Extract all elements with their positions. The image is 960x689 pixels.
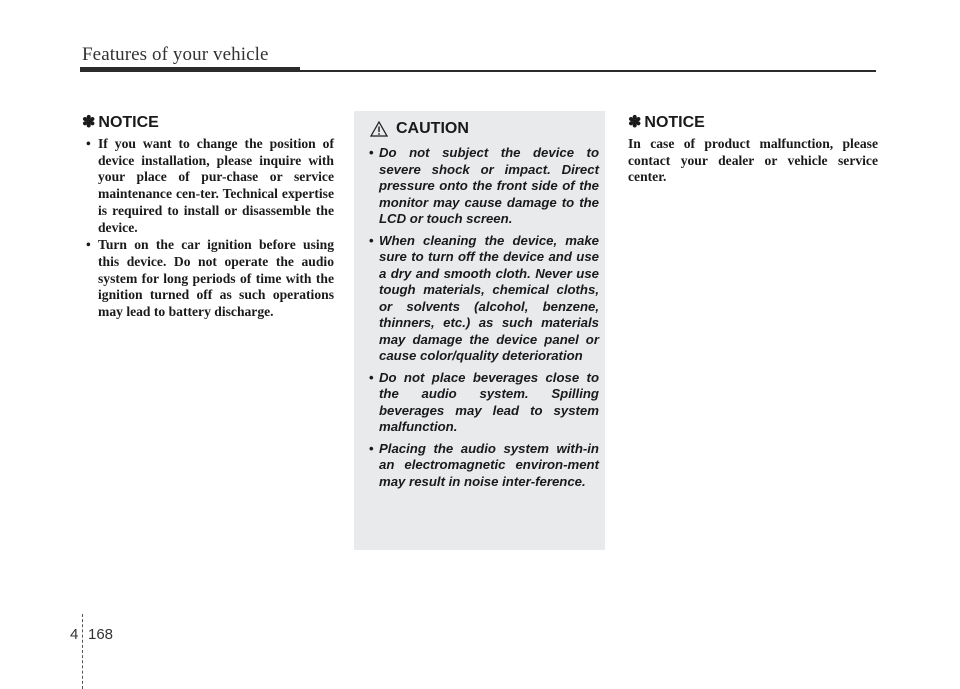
- list-item: • If you want to change the position of device installation, please inquire with your place of pur-chase or service maintenance cen-ter. Technical expertise is required to install or disassemble the device.: [86, 136, 334, 235]
- notice-heading-text: NOTICE: [98, 114, 159, 131]
- notice-mark-icon: ✽: [628, 114, 642, 131]
- header-rule-thin: [300, 70, 876, 72]
- notice-text-right: In case of product malfunction, please contact your dealer or vehicle service center.: [628, 136, 878, 185]
- notice-heading-left: [82, 112, 159, 132]
- footer-divider: [82, 614, 83, 689]
- page-header-title: Features of your vehicle: [82, 44, 269, 65]
- caution-box: [354, 111, 605, 550]
- caution-item-text: Do not subject the device to severe shock or impact. Direct pressure onto the front side of the monitor may cause damage to the LCD or touch screen.: [379, 145, 599, 226]
- notice-item-text: If you want to change the position of device installation, please inquire with your place of pur-chase or service maintenance cen-ter. Technical expertise is required to install or disassemble the device.: [98, 136, 334, 235]
- page-number: 168: [88, 626, 114, 643]
- caution-list: [366, 145, 599, 495]
- list-item: • Turn on the car ignition before using this device. Do not operate the audio system for long periods of time with the ignition turned off as such operations may lead to battery discharge.: [86, 237, 334, 320]
- caution-heading-text: CAUTION: [396, 120, 469, 137]
- notice-heading-right: [628, 112, 705, 132]
- notice-heading-text: NOTICE: [644, 114, 705, 131]
- list-item: • Do not place beverages close to the audio system. Spilling beverages may lead to system malfunction.: [369, 369, 599, 434]
- chapter-number: 4: [70, 626, 79, 643]
- list-item: • Do not subject the device to severe shock or impact. Direct pressure onto the front side of the monitor may cause damage to the LCD or touch screen.: [369, 145, 599, 226]
- warning-triangle-icon: [370, 121, 388, 137]
- list-item: • When cleaning the device, make sure to turn off the device and use a dry and smooth cloth. Never use tough materials, chemical cloths, or solvents (alcohol, benzene, thinners, etc.) as such materials may damage the device panel or cause color/quality deterioration: [369, 232, 599, 363]
- caution-item-text: Placing the audio system with-in an electromagnetic environ-ment may result in noise inter-ference.: [379, 440, 599, 489]
- list-item: • Placing the audio system with-in an electromagnetic environ-ment may result in noise inter-ference.: [369, 440, 599, 489]
- notice-item-text: Turn on the car ignition before using this device. Do not operate the audio system for long periods of time with the ignition turned off as such operations may lead to battery discharge.: [98, 237, 334, 320]
- caution-item-text: Do not place beverages close to the audio system. Spilling beverages may lead to system malfunction.: [379, 369, 599, 434]
- caution-heading: [376, 120, 469, 138]
- header-rule-thick: [80, 67, 300, 72]
- notice-list-left: [82, 136, 334, 322]
- notice-mark-icon: ✽: [82, 114, 96, 131]
- caution-item-text: When cleaning the device, make sure to turn off the device and use a dry and smooth cloth. Never use tough materials, chemical cloths, or solvents (alcohol, benzene, thinners, etc.) as such materials may damage the device panel or cause color/quality deterioration: [379, 232, 599, 363]
